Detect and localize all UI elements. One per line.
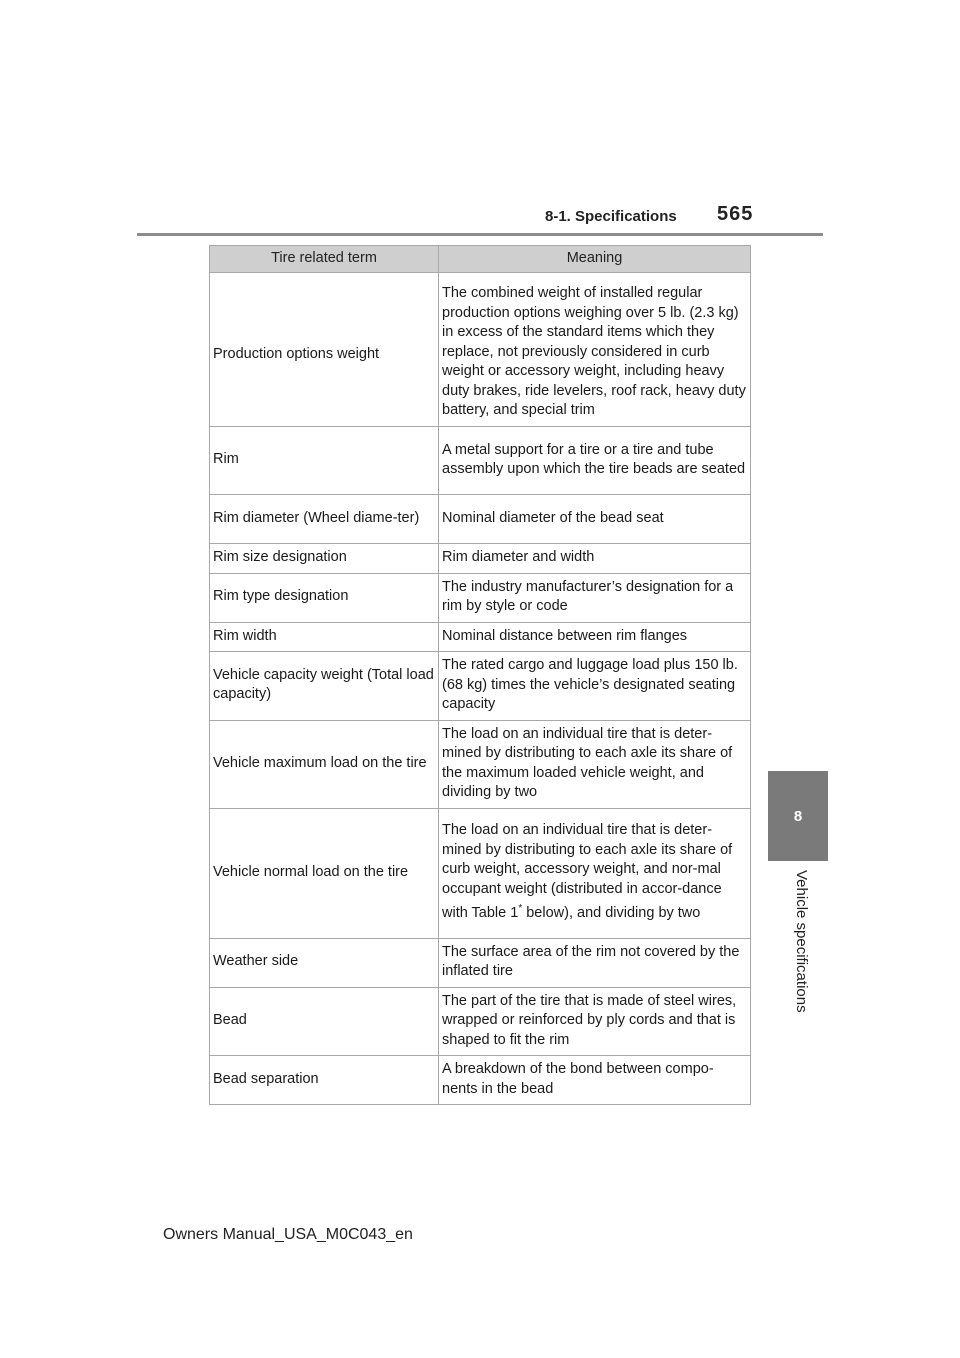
meaning-cell: The industry manufacturer’s designation for a rim by style or code bbox=[439, 573, 751, 622]
meaning-cell: The load on an individual tire that is deter-mined by distributing to each axle its share of the maximum loaded vehicle weight, and dividing by two bbox=[439, 720, 751, 808]
meaning-cell: Nominal diameter of the bead seat bbox=[439, 495, 751, 544]
meaning-cell: The rated cargo and luggage load plus 150 lb. (68 kg) times the vehicle’s designated seating capacity bbox=[439, 652, 751, 721]
meaning-cell: A metal support for a tire or a tire and tube assembly upon which the tire beads are seated bbox=[439, 427, 751, 495]
column-header-meaning: Meaning bbox=[439, 246, 751, 273]
meaning-cell: A breakdown of the bond between compo-nents in the bead bbox=[439, 1056, 751, 1105]
footer-manual-id: Owners Manual_USA_M0C043_en bbox=[163, 1226, 413, 1243]
meaning-cell: The combined weight of installed regular production options weighing over 5 lb. (2.3 kg) in excess of the standard items which they replace, not previously considered in curb weight or accessory weight, including heavy duty brakes, ride levelers, roof rack, heavy duty battery, and special trim bbox=[439, 284, 751, 427]
table-row bbox=[210, 284, 751, 427]
term-cell: Vehicle normal load on the tire bbox=[210, 808, 439, 938]
table-header-row bbox=[210, 246, 751, 273]
table-spacer-cell bbox=[210, 273, 439, 284]
table-row bbox=[210, 987, 751, 1056]
table-row bbox=[210, 808, 751, 938]
tire-terms-table bbox=[209, 245, 751, 1105]
meaning-cell bbox=[439, 808, 751, 938]
table-row bbox=[210, 622, 751, 652]
column-header-term: Tire related term bbox=[210, 246, 439, 273]
term-cell: Rim size designation bbox=[210, 544, 439, 574]
term-cell: Production options weight bbox=[210, 284, 439, 427]
chapter-tab[interactable] bbox=[768, 771, 828, 861]
term-cell: Vehicle maximum load on the tire bbox=[210, 720, 439, 808]
term-cell: Rim width bbox=[210, 622, 439, 652]
table-row bbox=[210, 720, 751, 808]
footnote-marker: * bbox=[518, 903, 523, 915]
meaning-text: below), and dividing by two bbox=[522, 905, 701, 922]
meaning-cell: The surface area of the rim not covered by the inflated tire bbox=[439, 938, 751, 987]
meaning-text: The load on an individual tire that is deter-mined by distributing to each axle its share of curb weight, accessory weight, and nor-mal occupant weight (distributed in accor-dance with Table 1 bbox=[442, 822, 733, 922]
table-row bbox=[210, 573, 751, 622]
term-cell: Rim diameter (Wheel diame-ter) bbox=[210, 495, 439, 544]
table-row bbox=[210, 1056, 751, 1105]
table-row bbox=[210, 427, 751, 495]
table-row bbox=[210, 544, 751, 574]
term-cell: Bead separation bbox=[210, 1056, 439, 1105]
chapter-title: Vehicle specifications bbox=[793, 870, 810, 1013]
table-row bbox=[210, 495, 751, 544]
table-spacer-cell bbox=[439, 273, 751, 284]
page-number: 565 bbox=[717, 203, 754, 225]
meaning-cell: Rim diameter and width bbox=[439, 544, 751, 574]
term-cell: Weather side bbox=[210, 938, 439, 987]
section-title: 8-1. Specifications bbox=[545, 208, 677, 225]
meaning-cell: The part of the tire that is made of steel wires, wrapped or reinforced by ply cords and that is shaped to fit the rim bbox=[439, 987, 751, 1056]
table-row bbox=[210, 652, 751, 721]
meaning-cell: Nominal distance between rim flanges bbox=[439, 622, 751, 652]
term-cell: Rim type designation bbox=[210, 573, 439, 622]
table-row bbox=[210, 273, 751, 284]
chapter-number: 8 bbox=[793, 807, 803, 825]
term-cell: Rim bbox=[210, 427, 439, 495]
header-divider bbox=[137, 233, 823, 236]
term-cell: Vehicle capacity weight (Total load capacity) bbox=[210, 652, 439, 721]
term-cell: Bead bbox=[210, 987, 439, 1056]
table-row bbox=[210, 938, 751, 987]
